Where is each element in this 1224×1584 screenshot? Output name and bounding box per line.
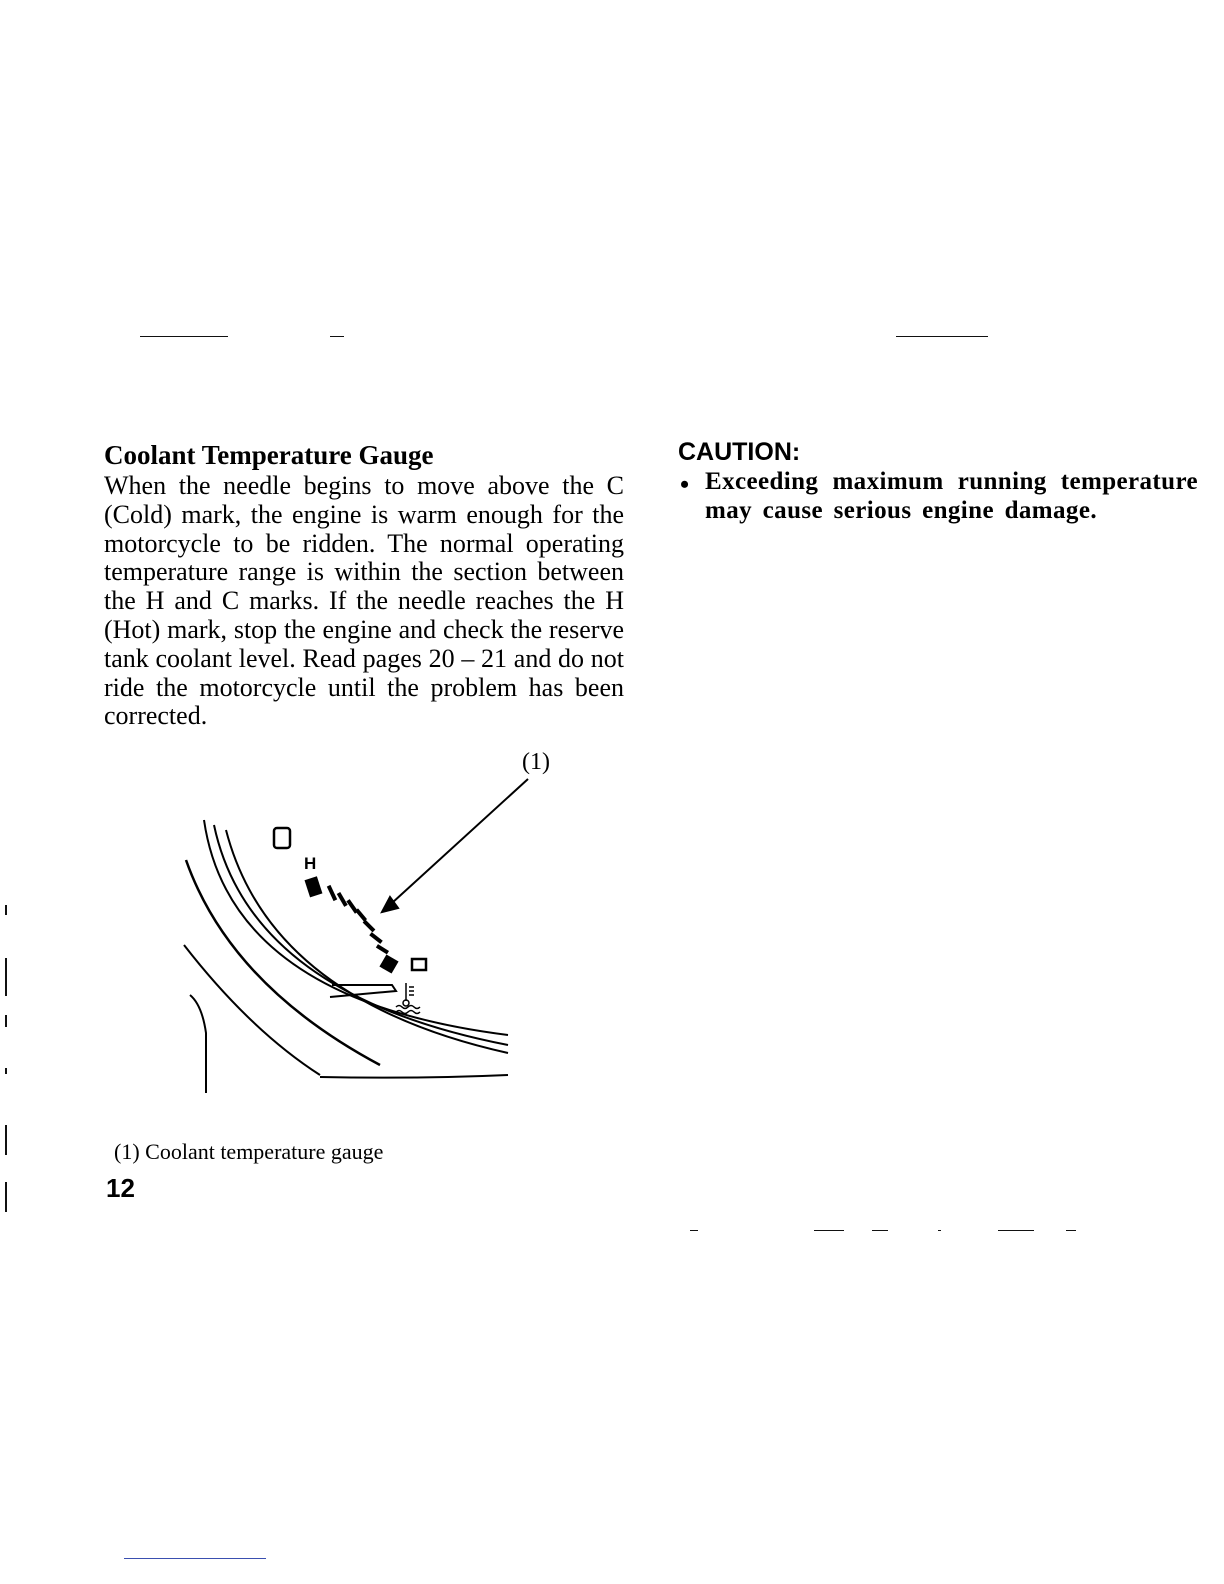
bezel-arc	[184, 945, 320, 1075]
hot-block-marker	[305, 876, 323, 897]
indicator-lamp-icon	[274, 828, 290, 848]
figure-caption: (1) Coolant temperature gauge	[114, 1139, 384, 1164]
bottom-dash	[690, 1230, 698, 1231]
hot-mark-label: H	[304, 854, 317, 873]
caution-item	[678, 468, 1198, 525]
bottom-dash	[872, 1230, 888, 1231]
callout-label: (1)	[522, 749, 550, 775]
footer-rule	[124, 1558, 266, 1559]
cold-mark-text: C	[412, 971, 413, 972]
coolant-section	[104, 438, 624, 731]
tick-mark	[369, 932, 382, 944]
bottom-dash	[814, 1230, 844, 1231]
cold-block-marker	[379, 954, 398, 973]
caution-text: Exceeding maximum running temperature may cause serious engine damage.	[705, 468, 1198, 524]
bottom-dash	[938, 1230, 941, 1231]
margin-mark	[5, 1182, 7, 1212]
bezel-arc	[320, 1075, 508, 1078]
tick-mark	[337, 892, 348, 907]
margin-mark	[5, 905, 7, 915]
callout-leader	[392, 779, 528, 903]
margin-mark	[5, 1125, 7, 1155]
bullet-icon: •	[680, 470, 690, 499]
section-title: Coolant Temperature Gauge	[104, 440, 434, 470]
bezel-arc	[186, 860, 380, 1065]
bezel-arc	[226, 830, 508, 1053]
tick-mark	[327, 885, 337, 901]
coolant-temperature-icon	[396, 983, 420, 1014]
caution-block	[678, 436, 1198, 525]
top-rule-right	[896, 336, 988, 337]
coolant-gauge-illustration	[170, 745, 570, 1105]
bezel-arc	[204, 820, 508, 1035]
page-number: 12	[106, 1173, 135, 1203]
case-edge	[190, 995, 206, 1093]
tick-mark	[376, 944, 389, 954]
tick-mark	[363, 920, 376, 933]
bottom-dash	[1066, 1230, 1076, 1231]
caution-heading: CAUTION:	[678, 438, 801, 466]
margin-mark	[5, 1015, 7, 1027]
top-rule-dash	[330, 336, 344, 337]
margin-mark	[5, 1068, 7, 1074]
top-rule-left	[140, 336, 228, 337]
margin-mark	[5, 958, 7, 996]
tick-mark	[355, 908, 367, 921]
cold-mark-label	[412, 959, 426, 970]
section-body: When the needle begins to move above the C (Cold) mark, the engine is warm enough for the motorcycle to be ridden. The normal operating temperature range is within the section between the H and C marks. If the needle reaches the H (Hot) mark, stop the engine and check the reserve tank coolant level. Read pages 20 – 21 and do not ride the motorcycle until the problem has been corrected.	[104, 471, 624, 731]
bottom-dash	[998, 1230, 1034, 1231]
